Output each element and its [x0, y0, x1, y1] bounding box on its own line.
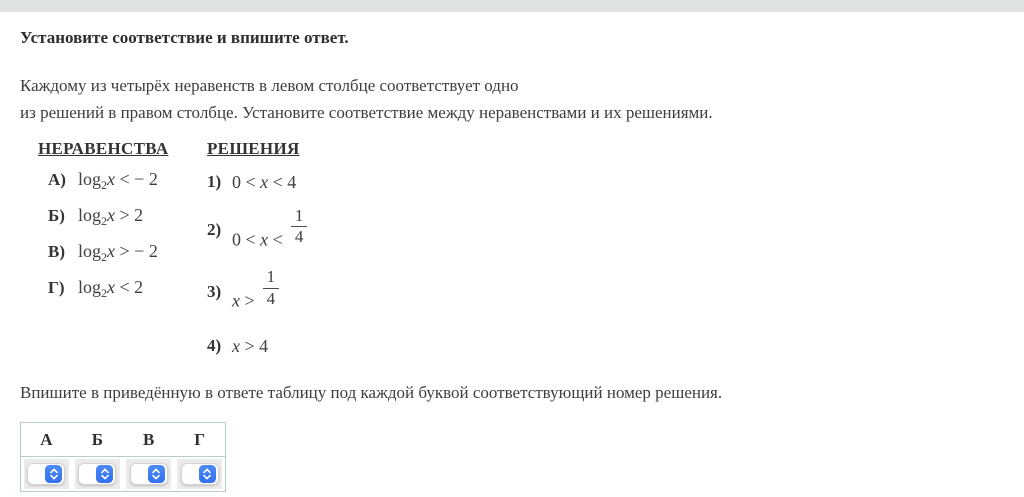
log-func: log [78, 241, 102, 261]
log-base: 2 [101, 250, 108, 264]
log-func: log [78, 277, 102, 297]
answer-instruction: Впишите в приведённую в ответе таблицу под каждой буквой соответствующий номер решения. [20, 383, 723, 402]
answer-header-a: А [21, 423, 72, 457]
solution-label: 2) [207, 220, 222, 239]
expr-after: < [272, 229, 283, 250]
inequality-row-v [38, 239, 207, 275]
select-stepper-arrows-icon [199, 465, 216, 483]
answer-table [20, 422, 226, 492]
variable: x [260, 229, 269, 250]
solution-expression [232, 172, 296, 193]
fraction [263, 268, 280, 308]
inequality-formula [78, 239, 158, 269]
solution-expression [232, 205, 307, 251]
solution-row-2 [207, 202, 567, 258]
inequality-label: Б) [48, 206, 65, 225]
solution-expression [232, 267, 279, 312]
page-title: Установите соответствие и впишите ответ. [20, 28, 349, 47]
answer-select-a[interactable] [27, 463, 65, 485]
log-base: 2 [101, 178, 108, 192]
answer-cell-a [24, 459, 69, 489]
fraction-numerator: 1 [266, 267, 276, 287]
log-func: log [78, 169, 102, 189]
inequality-row-g [38, 275, 207, 311]
answer-select-g[interactable] [181, 463, 219, 485]
solution-expression [232, 336, 268, 357]
expr-after: > 4 [244, 335, 269, 356]
answer-select-b[interactable] [78, 463, 116, 485]
solution-label: 1) [207, 172, 222, 191]
fraction-denominator: 4 [263, 288, 280, 309]
inequalities-header: НЕРАВЕНСТВА [38, 139, 169, 158]
solutions-column [207, 139, 567, 361]
solution-row-3 [207, 265, 567, 318]
solution-row-1 [207, 167, 567, 197]
variable: x [107, 277, 116, 297]
relation: < 2 [119, 277, 144, 297]
answer-select-v[interactable] [130, 463, 168, 485]
inequality-row-b [38, 203, 207, 239]
top-bar [0, 0, 1024, 12]
expr-before: 0 < [232, 229, 256, 250]
fraction [291, 207, 308, 247]
fraction-denominator: 4 [291, 226, 308, 247]
select-stepper-arrows-icon [96, 465, 113, 483]
variable: x [107, 241, 116, 261]
log-func: log [78, 205, 102, 225]
log-base: 2 [101, 214, 108, 228]
expr-after: < 4 [272, 171, 297, 192]
intro-line-1: Каждому из четырёх неравенств в левом столбце соответствует одно [20, 76, 519, 95]
variable: x [107, 169, 116, 189]
expr-before: 0 < [232, 171, 256, 192]
answer-header-b: Б [72, 423, 123, 457]
select-stepper-arrows-icon [148, 465, 165, 483]
matching-area [38, 139, 1004, 361]
inequality-formula [78, 275, 143, 305]
answer-cell-b [75, 459, 120, 489]
solution-row-4 [207, 331, 567, 361]
relation: < − 2 [119, 169, 158, 189]
select-stepper-arrows-icon [45, 465, 62, 483]
relation: > 2 [119, 205, 144, 225]
inequality-label: А) [48, 170, 66, 189]
relation: > − 2 [119, 241, 158, 261]
log-base: 2 [101, 286, 108, 300]
answer-header-g: Г [174, 423, 225, 457]
variable: x [232, 335, 240, 356]
inequality-label: В) [48, 242, 65, 261]
fraction-numerator: 1 [294, 205, 304, 225]
solution-label: 4) [207, 336, 222, 355]
variable: x [260, 171, 269, 192]
variable: x [232, 290, 240, 311]
question-content [0, 28, 1024, 492]
answer-cell-g [177, 459, 222, 489]
answer-table-header-row [21, 423, 226, 457]
expr-after: > [244, 290, 255, 311]
inequality-formula [78, 203, 143, 233]
inequality-formula [78, 167, 158, 197]
answer-cell-v [126, 459, 171, 489]
answer-table-input-row [21, 457, 226, 492]
solutions-header: РЕШЕНИЯ [207, 139, 300, 158]
intro-text [20, 72, 1004, 126]
variable: x [107, 205, 116, 225]
inequality-row-a [38, 167, 207, 203]
intro-line-2: из решений в правом столбце. Установите соответствие между неравенствами и их решениями. [20, 103, 713, 122]
inequalities-column [38, 139, 207, 361]
answer-header-v: В [123, 423, 174, 457]
inequality-label: Г) [48, 278, 65, 297]
solution-label: 3) [207, 281, 222, 301]
